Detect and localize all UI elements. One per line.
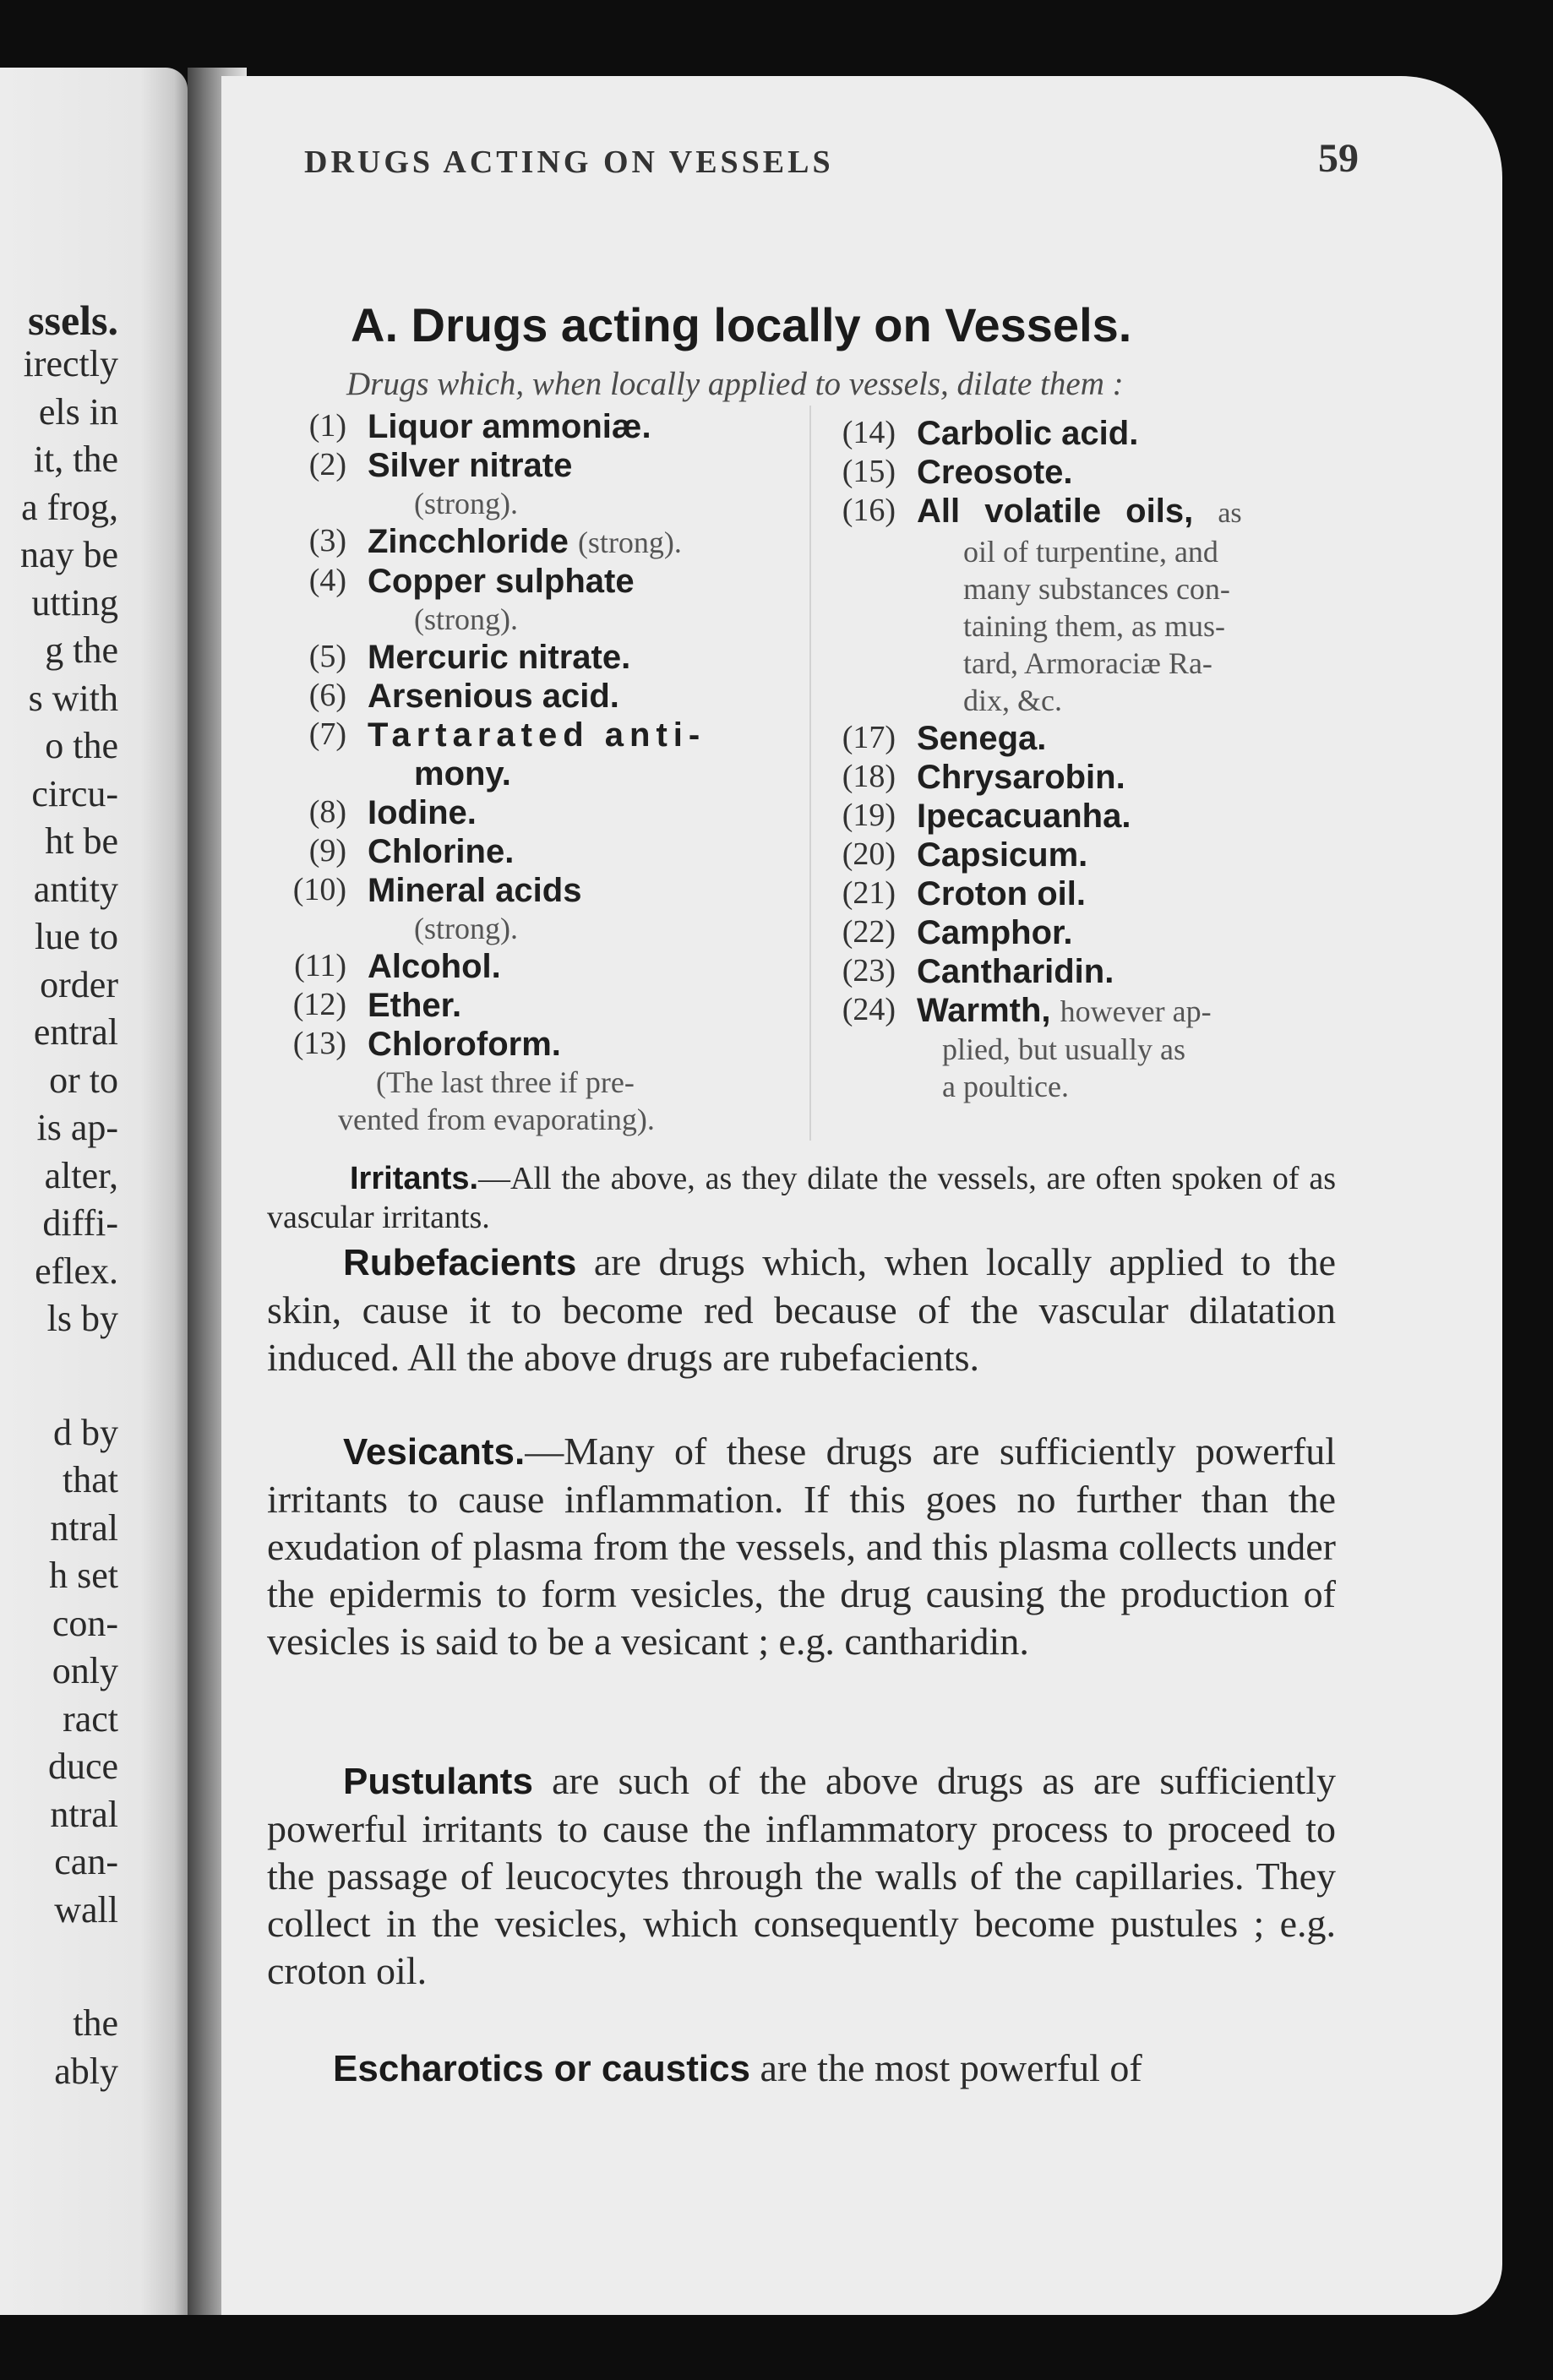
term-irritants: Irritants.	[350, 1161, 479, 1196]
left-page-line: entral	[33, 1011, 118, 1053]
list-item	[270, 986, 794, 1025]
drug-note: plied, but usually as	[942, 1032, 1185, 1066]
drug-name: Copper sulphate	[368, 563, 635, 600]
drug-note-continued: vented from evaporating).	[338, 1103, 655, 1136]
running-head: DRUGS ACTING ON VESSELS	[304, 144, 834, 180]
drug-name: Zincchloride	[368, 523, 569, 560]
list-item	[270, 407, 794, 446]
item-number: (14)	[842, 415, 896, 450]
left-page-line: it, the	[33, 438, 118, 480]
drug-note: (strong).	[414, 912, 518, 945]
left-page-line: ht be	[45, 820, 118, 862]
list-item	[270, 793, 794, 832]
list-item	[828, 797, 1352, 836]
item-number: (17)	[842, 720, 896, 755]
item-number: (11)	[294, 948, 346, 983]
paragraph-vesicants	[267, 1428, 1336, 1665]
left-page-line: ract	[63, 1697, 118, 1740]
list-item	[828, 913, 1352, 952]
vesicants-text: —Many of these drugs are sufficiently powerful irritants to cause inflammation. If this goes no further than the exudation of plasma from the vessels, and this plasma collects under the epidermis to form vesicles, the drug causing the production of vesicles is said to be a vesicant ; e.g. cantharidin.	[267, 1430, 1336, 1663]
left-page-line: ntral	[50, 1506, 118, 1549]
page-number: 59	[1318, 136, 1359, 181]
drug-inline-note: (strong).	[577, 526, 682, 559]
list-item	[270, 832, 794, 871]
item-number: (18)	[842, 759, 896, 794]
left-page-line: a frog,	[21, 486, 118, 528]
list-item	[828, 952, 1352, 991]
drug-name: Liquor ammoniæ.	[368, 408, 651, 445]
drug-name: All volatile oils,	[917, 493, 1194, 530]
term-rubefacients: Rubefacients	[343, 1242, 577, 1283]
drug-name: Camphor.	[917, 914, 1073, 951]
left-page-line: duce	[47, 1746, 118, 1787]
item-number: (10)	[292, 872, 346, 907]
list-item	[270, 562, 794, 638]
paragraph-pustulants	[267, 1757, 1336, 1995]
drug-name: Creosote.	[917, 454, 1073, 491]
list-item	[270, 871, 794, 947]
left-page-line: ably	[54, 2050, 118, 2092]
item-number: (12)	[292, 987, 346, 1022]
drug-name: Silver nitrate	[368, 447, 573, 484]
item-number: (9)	[308, 833, 346, 869]
term-escharotics: Escharotics or caustics	[333, 2048, 751, 2089]
drug-note-continued: tard, Armoraciæ Ra-	[963, 646, 1212, 680]
list-item	[828, 836, 1352, 874]
item-number: (15)	[842, 454, 896, 489]
drug-note-continued: taining them, as mus-	[963, 609, 1225, 643]
item-number: (5)	[308, 639, 346, 674]
drug-list-left	[270, 407, 794, 1138]
list-item	[270, 1025, 794, 1138]
item-number: (24)	[842, 992, 896, 1027]
drug-name: Carbolic acid.	[917, 415, 1139, 452]
list-item	[270, 716, 794, 793]
drug-name-continued: mony.	[414, 755, 511, 792]
left-page-line: or to	[49, 1059, 118, 1101]
list-item	[828, 719, 1352, 758]
left-page-line: order	[40, 963, 118, 1005]
rubefacients-text: are drugs which, when locally applied to the skin, cause it to become red because of the vascular dilatation induced. All the above drugs are rubefacients.	[267, 1240, 1336, 1379]
left-page-line: eflex.	[35, 1250, 118, 1292]
list-item	[270, 638, 794, 677]
drug-list-right	[828, 414, 1352, 1105]
drug-name: Warmth,	[917, 992, 1051, 1029]
left-page-line: irectly	[23, 343, 118, 384]
item-number: (23)	[842, 953, 896, 988]
left-page-line: g the	[45, 629, 118, 671]
item-number: (2)	[308, 447, 346, 482]
left-page-line: wall	[54, 1888, 118, 1931]
drug-name: Capsicum.	[917, 836, 1088, 874]
drug-note: oil of turpentine, and	[963, 535, 1218, 569]
pustulants-text: are such of the above drugs as are sufficiently powerful irritants to cause the inflammatory process to proceed to the passage of leucocytes through the walls of the capillaries. They collect in the vesicles, which consequently become pustules ; e.g. croton oil.	[267, 1759, 1336, 1992]
left-page-line: h set	[49, 1555, 118, 1596]
left-page-line: diffi-	[42, 1202, 118, 1244]
list-item	[270, 446, 794, 522]
paragraph-irritants	[267, 1159, 1336, 1237]
left-page-line: nay be	[19, 534, 118, 575]
drug-name: Alcohol.	[368, 948, 501, 985]
section-heading: A. Drugs acting locally on Vessels.	[351, 298, 1132, 351]
list-item	[828, 453, 1352, 492]
left-page-line: alter,	[44, 1154, 118, 1196]
drug-note: (strong).	[414, 487, 518, 520]
left-page-line: utting	[31, 581, 118, 624]
item-number: (22)	[842, 914, 896, 950]
list-item	[828, 414, 1352, 453]
drug-note-continued: dix, &c.	[963, 684, 1062, 717]
intro-text: Drugs which, when locally applied to vessels, dilate them :	[346, 366, 1124, 402]
left-page-line: that	[63, 1459, 118, 1500]
left-page-line: the	[73, 2002, 118, 2044]
paragraph-escharotics	[267, 2045, 1336, 2093]
irritants-text: —All the above, as they dilate the vessels, are often spoken of as vascular irritants.	[267, 1161, 1336, 1235]
drug-name: Ether.	[368, 987, 462, 1024]
left-page-line: d by	[53, 1411, 118, 1453]
list-item	[828, 874, 1352, 913]
list-item	[828, 991, 1352, 1105]
paragraph-rubefacients	[267, 1239, 1336, 1381]
drug-name: Tartarated anti-	[368, 716, 706, 754]
drug-note-continued: a poultice.	[942, 1070, 1069, 1103]
left-page-line: circu-	[31, 772, 118, 814]
list-item	[270, 677, 794, 716]
list-item	[828, 758, 1352, 797]
list-item	[828, 492, 1352, 719]
escharotics-text: are the most powerful of	[750, 2046, 1142, 2089]
drug-name: Mercuric nitrate.	[368, 639, 631, 676]
drug-name: Arsenious acid.	[368, 678, 619, 715]
item-number: (20)	[842, 836, 896, 872]
item-number: (1)	[308, 408, 346, 444]
drug-name: Ipecacuanha.	[917, 798, 1131, 835]
item-number: (21)	[842, 875, 896, 911]
drug-inline-note: however ap-	[1060, 994, 1212, 1028]
left-page-line: con-	[52, 1602, 118, 1644]
left-page-line: ntral	[50, 1793, 118, 1835]
drug-name: Senega.	[917, 720, 1047, 757]
item-number: (19)	[842, 798, 896, 833]
drug-note: (The last three if pre-	[376, 1065, 635, 1099]
term-pustulants: Pustulants	[343, 1761, 533, 1802]
left-page-heading-fragment: ssels.	[28, 297, 118, 344]
left-page-line: s with	[28, 677, 118, 719]
item-number: (6)	[308, 678, 346, 713]
left-page-line: can-	[54, 1841, 118, 1882]
drug-inline-note: as	[1218, 498, 1242, 529]
left-page-line: els in	[38, 390, 118, 433]
item-number: (3)	[308, 523, 346, 558]
term-vesicants: Vesicants.	[343, 1431, 526, 1473]
list-item	[270, 522, 794, 562]
column-divider	[809, 406, 811, 1141]
drug-name: Iodine.	[368, 794, 477, 831]
left-page-line: antity	[33, 868, 118, 910]
item-number: (8)	[308, 794, 346, 830]
drug-note-continued: many substances con-	[963, 572, 1230, 606]
left-page-line: o the	[45, 725, 118, 766]
drug-name: Chlorine.	[368, 833, 515, 870]
list-item	[270, 947, 794, 986]
item-number: (7)	[308, 716, 346, 752]
item-number: (4)	[308, 563, 346, 598]
left-page-line: ls by	[46, 1298, 118, 1339]
drug-name: Cantharidin.	[917, 953, 1114, 990]
drug-note: (strong).	[414, 602, 518, 636]
left-page-line: only	[52, 1650, 118, 1691]
drug-name: Mineral acids	[368, 872, 582, 909]
drug-name: Chrysarobin.	[917, 759, 1125, 796]
left-page-line: lue to	[35, 916, 118, 957]
drug-name: Chloroform.	[368, 1026, 561, 1063]
item-number: (13)	[292, 1026, 346, 1061]
drug-name: Croton oil.	[917, 875, 1086, 912]
left-page-line: is ap-	[36, 1107, 118, 1148]
item-number: (16)	[842, 493, 896, 528]
